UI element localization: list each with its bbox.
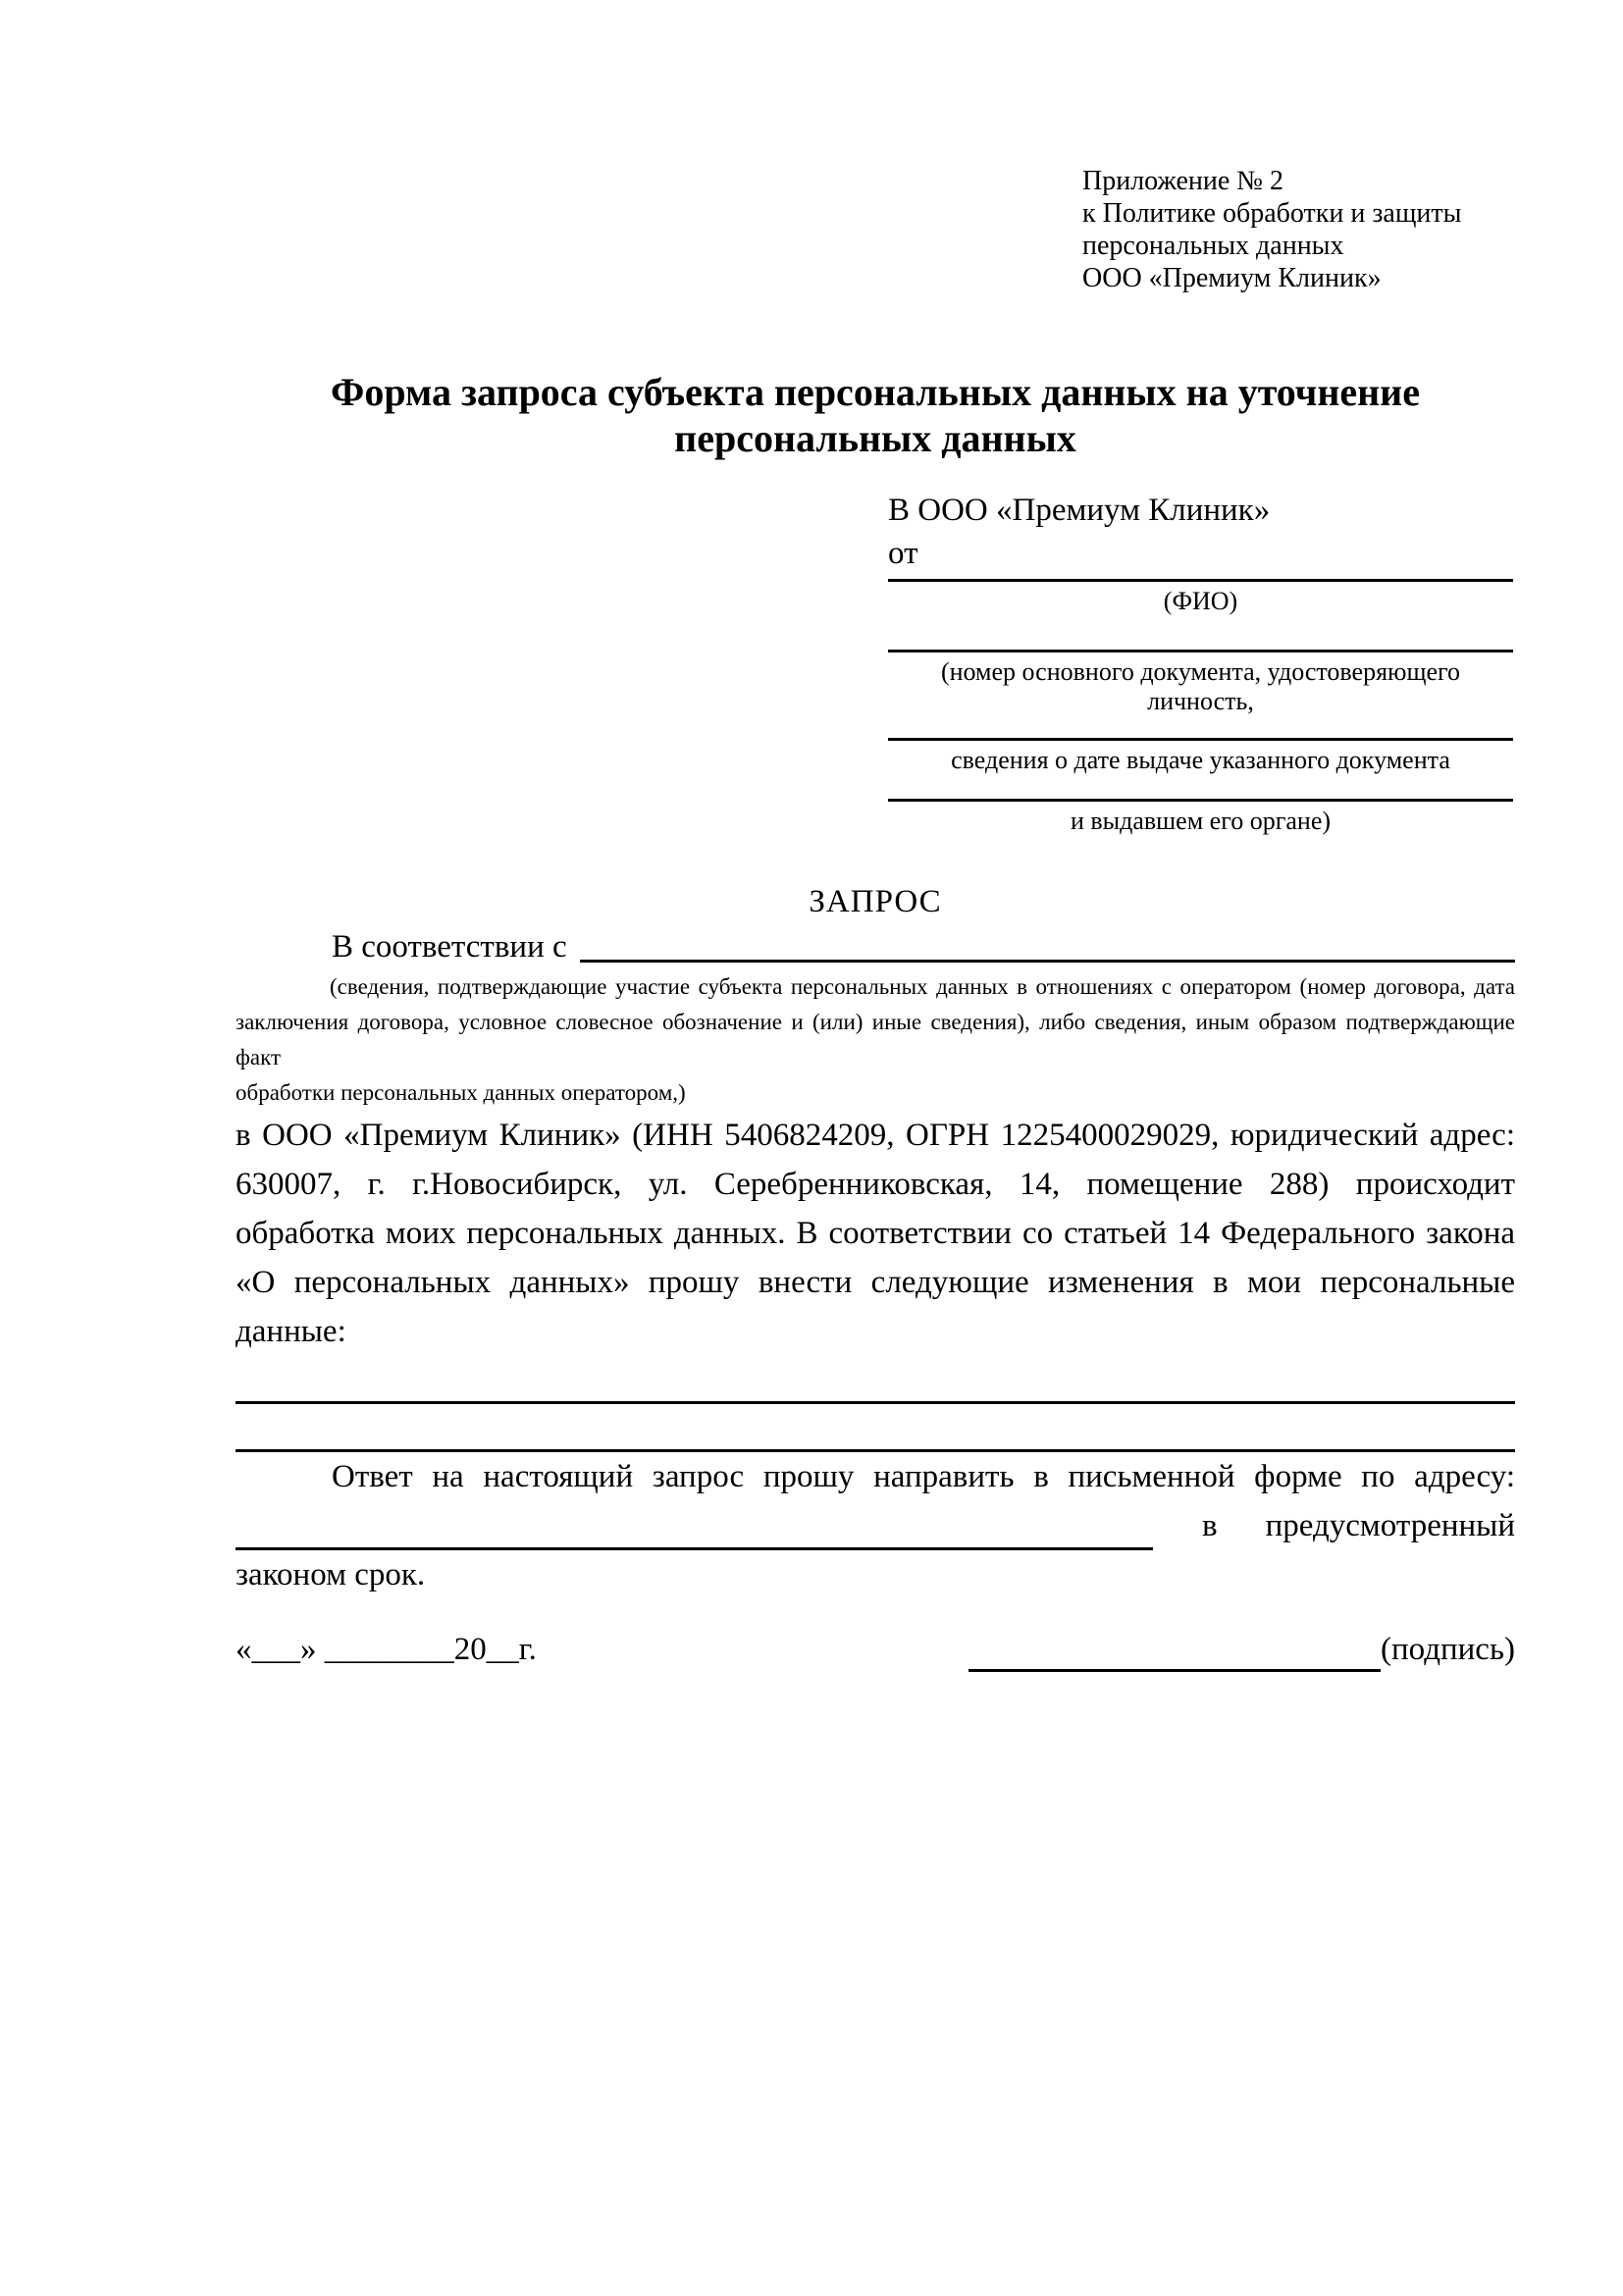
reply-word: предусмотренный — [1265, 1508, 1515, 1543]
changes-blank-line-1 — [236, 1356, 1515, 1404]
appendix-line: персональных данных — [1082, 231, 1344, 261]
appendix-line: Приложение № 2 — [1082, 166, 1283, 196]
body-line: обработка моих персональных данных. В соответствии со статьей 14 Федерального закона — [236, 1216, 1515, 1251]
intro-blank-line — [580, 960, 1515, 963]
body-line: в ООО «Премиум Клиник» (ИНН 5406824209, ОГРН 1225400029029, юридический адрес: — [236, 1118, 1515, 1153]
reply-closing-line: законом срок. — [236, 1557, 426, 1592]
reply-paragraph — [236, 1452, 1515, 1599]
fine-print-line: (сведения, подтверждающие участие субъекта персональных данных в отношениях с оператором (номер договора, дата — [330, 974, 1515, 999]
form-title-line2: персональных данных — [674, 416, 1076, 460]
fine-print-line: обработки персональных данных оператором,) — [236, 1080, 686, 1105]
appendix-block — [1082, 165, 1515, 294]
reply-address-row — [236, 1501, 1515, 1550]
request-heading: ЗАПРОС — [809, 884, 942, 919]
footer-row — [236, 1627, 1515, 1672]
doc-number-caption: (номер основного документа, удостоверяющего личность, — [940, 657, 1461, 715]
signature-group — [969, 1627, 1515, 1672]
reply-address-blank-line — [236, 1504, 1153, 1550]
addressee-block — [888, 489, 1513, 836]
body-line: «О персональных данных» прошу внести следующие изменения в мои персональные — [236, 1265, 1515, 1300]
doc-number-blank-line — [888, 616, 1513, 652]
appendix-line: ООО «Премиум Клиник» — [1082, 263, 1382, 293]
form-title-line1: Форма запроса субъекта персональных данных на уточнение — [331, 370, 1420, 414]
intro-label: В соответствии с — [332, 929, 567, 965]
document-content — [236, 165, 1515, 1672]
addressee-to: В ООО «Премиум Клиник» — [888, 493, 1271, 528]
signature-caption: (подпись) — [1381, 1632, 1515, 1667]
changes-blank-line-2 — [236, 1404, 1515, 1452]
reply-word: в — [1202, 1508, 1218, 1543]
appendix-line: к Политике обработки и защиты — [1082, 198, 1462, 229]
body-line: 630007, г. г.Новосибирск, ул. Серебренниковская, 14, помещение 288) происходит — [236, 1167, 1515, 1202]
doc-issue-date-caption: сведения о дате выдаче указанного документа — [951, 746, 1450, 774]
date-line: «___» ________20__г. — [236, 1632, 537, 1667]
reply-line: Ответ на настоящий запрос прошу направить в письменной форме по адресу: — [332, 1459, 1515, 1494]
fine-print-block — [236, 969, 1515, 1111]
fine-print-line: заключения договора, условное словесное обозначение и (или) иные сведения), либо сведения, иным образом подтверждающие факт — [236, 1010, 1515, 1070]
addressee-from-label: от — [888, 536, 918, 571]
intro-line — [236, 924, 1515, 969]
fio-caption: (ФИО) — [1163, 587, 1238, 615]
body-line: данные: — [236, 1314, 346, 1349]
fio-blank-line — [888, 575, 1513, 582]
doc-issuer-caption: и выдавшем его органе) — [1070, 807, 1332, 835]
doc-issuer-blank-line — [888, 775, 1513, 802]
request-body — [236, 1111, 1515, 1356]
doc-issue-date-blank-line — [888, 716, 1513, 741]
form-title — [236, 369, 1515, 461]
signature-blank-line — [969, 1630, 1381, 1672]
